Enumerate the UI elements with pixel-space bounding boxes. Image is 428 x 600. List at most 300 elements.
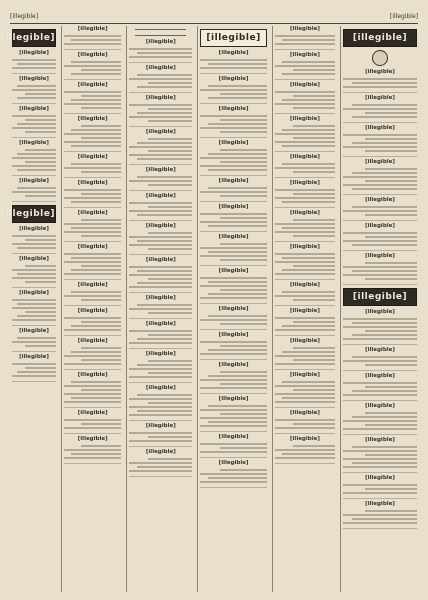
text-line (282, 99, 335, 101)
text-line (343, 184, 417, 186)
text-line (208, 293, 267, 295)
classified-title: [illegible] (290, 410, 320, 416)
text-line (64, 329, 121, 331)
text-line (129, 244, 192, 246)
text-line (343, 210, 417, 212)
text-line (293, 69, 335, 71)
text-line (64, 273, 121, 275)
text-line (208, 477, 267, 479)
text-line (71, 453, 121, 455)
classified-item (12, 76, 56, 104)
text-line (200, 255, 267, 257)
text-line (220, 149, 267, 151)
classified-item (343, 347, 417, 371)
classified-title: [illegible] (77, 210, 108, 216)
classified-item (64, 410, 121, 434)
text-line (81, 95, 121, 97)
text-line (200, 387, 267, 389)
text-line (137, 338, 192, 340)
classified-title: [illegible] (290, 244, 320, 250)
text-line (25, 161, 56, 163)
classified-title: [illegible] (19, 290, 49, 296)
text-line (275, 363, 335, 365)
classified-item (200, 306, 267, 330)
text-line (275, 133, 335, 135)
text-line (17, 169, 56, 171)
classified-item (275, 52, 335, 80)
classified-title: [illegible] (145, 295, 176, 301)
text-line (64, 65, 121, 67)
text-line (200, 443, 267, 445)
classified-title: [illegible] (218, 178, 249, 184)
text-line (25, 131, 56, 133)
text-line (343, 514, 417, 516)
text-line (64, 419, 121, 421)
classified-title: [illegible] (365, 197, 395, 203)
classified-item (275, 338, 335, 370)
text-line (12, 277, 56, 279)
classified-item (343, 69, 417, 93)
classified-item (12, 256, 56, 288)
classified-item (275, 210, 335, 242)
text-line (148, 138, 192, 140)
text-line (208, 421, 267, 423)
text-line (282, 163, 335, 165)
text-line (64, 449, 121, 451)
text-line (293, 347, 335, 349)
text-line (365, 138, 417, 140)
classified-title: [illegible] (218, 268, 249, 274)
text-line (220, 289, 267, 291)
text-line (200, 417, 267, 419)
text-line (81, 235, 121, 237)
text-line (365, 112, 417, 114)
text-line (275, 65, 335, 67)
classified-item (200, 434, 267, 458)
text-line (343, 338, 417, 340)
text-line (275, 189, 335, 191)
text-line (275, 167, 335, 169)
classified-item (129, 385, 192, 421)
classified-title: [illegible] (77, 154, 108, 160)
text-line (17, 315, 56, 317)
text-line (137, 240, 192, 242)
classified-title: [illegible] (365, 253, 395, 259)
text-line (200, 59, 267, 61)
classified-title: [illegible] (77, 52, 108, 58)
page-header (10, 9, 418, 24)
text-line (365, 386, 417, 388)
text-line (293, 389, 335, 391)
classified-title: [illegible] (290, 308, 320, 314)
text-line (275, 43, 335, 45)
text-line (137, 52, 192, 54)
text-line (71, 381, 121, 383)
text-line (17, 63, 56, 65)
classified-item (275, 116, 335, 152)
text-line (365, 510, 417, 512)
column (61, 26, 123, 592)
classified-item (200, 178, 267, 202)
classified-title: [illegible] (19, 106, 49, 112)
text-line (343, 458, 417, 460)
text-line (17, 187, 56, 189)
text-line (64, 261, 121, 263)
text-line (129, 236, 192, 238)
text-line (64, 385, 121, 387)
text-line (148, 312, 192, 314)
text-line (71, 291, 121, 293)
text-line (343, 522, 417, 524)
text-line (343, 326, 417, 328)
classified-item (12, 178, 56, 202)
classified-title: [illegible] (145, 39, 176, 45)
text-line (129, 274, 192, 276)
classified-title: [illegible] (145, 223, 176, 229)
text-line (293, 95, 335, 97)
classified-item (200, 460, 267, 488)
text-line (81, 445, 121, 447)
text-line (25, 345, 56, 347)
text-line (148, 278, 192, 280)
text-line (365, 454, 417, 456)
columns (0, 26, 419, 592)
text-line (64, 103, 121, 105)
text-line (64, 35, 121, 37)
text-line (208, 349, 267, 351)
column (272, 26, 337, 592)
classified-title: [illegible] (218, 76, 249, 82)
text-line (137, 112, 192, 114)
text-line (129, 48, 192, 50)
classified-item (275, 244, 335, 280)
text-line (282, 145, 335, 147)
column (340, 26, 419, 592)
classified-item (343, 125, 417, 157)
text-line (25, 195, 56, 197)
classified-item (64, 82, 121, 114)
text-line (17, 303, 56, 305)
text-line (129, 432, 192, 434)
classified-item (12, 226, 56, 254)
text-line (275, 253, 335, 255)
text-line (12, 363, 56, 365)
classified-title: [illegible] (145, 257, 176, 263)
text-line (71, 325, 121, 327)
text-line (12, 319, 56, 321)
text-line (352, 356, 417, 358)
text-line (12, 115, 56, 117)
text-line (275, 103, 335, 105)
text-line (343, 492, 417, 494)
text-line (64, 91, 121, 93)
classified-item (200, 140, 267, 176)
section-banner: [illegible] (200, 29, 267, 47)
classified-title: [illegible] (218, 396, 249, 402)
text-line (200, 247, 267, 249)
classified-item (129, 129, 192, 165)
classified-title: [illegible] (218, 140, 249, 146)
classified-item (64, 210, 121, 242)
classified-item (275, 410, 335, 434)
text-line (64, 43, 121, 45)
ornament-divider (135, 29, 186, 36)
text-line (25, 119, 56, 121)
classified-title: [illegible] (77, 26, 108, 32)
text-line (365, 180, 417, 182)
column (126, 26, 194, 592)
text-line (81, 171, 121, 173)
text-line (81, 347, 121, 349)
classified-title: [illegible] (365, 95, 395, 101)
text-line (81, 265, 121, 267)
text-line (137, 364, 192, 366)
text-line (365, 150, 417, 152)
text-line (81, 359, 121, 361)
text-line (64, 167, 121, 169)
classified-title: [illegible] (19, 256, 49, 262)
text-line (71, 397, 121, 399)
text-line (208, 85, 267, 87)
classified-title: [illegible] (218, 204, 249, 210)
text-line (137, 270, 192, 272)
text-line (343, 134, 417, 136)
text-line (352, 270, 417, 272)
text-line (148, 184, 192, 186)
text-line (275, 273, 335, 275)
text-line (200, 165, 267, 167)
classified-item (64, 244, 121, 280)
text-line (293, 321, 335, 323)
column (0, 26, 58, 592)
text-line (220, 469, 267, 471)
classified-title: [illegible] (218, 332, 249, 338)
text-line (220, 195, 267, 197)
text-line (12, 341, 56, 343)
classified-title: [illegible] (77, 282, 108, 288)
text-line (275, 457, 335, 459)
classified-item (343, 373, 417, 401)
classified-title: [illegible] (77, 116, 108, 122)
text-line (12, 89, 56, 91)
text-line (343, 146, 417, 148)
text-line (64, 197, 121, 199)
classified-title: [illegible] (77, 180, 108, 186)
classified-item (64, 26, 121, 50)
text-line (129, 266, 192, 268)
text-line (71, 351, 121, 353)
text-line (343, 108, 417, 110)
text-line (25, 281, 56, 283)
text-line (282, 351, 335, 353)
text-line (81, 423, 121, 425)
text-line (12, 191, 56, 193)
text-line (208, 405, 267, 407)
text-line (282, 453, 335, 455)
text-line (129, 440, 192, 442)
text-line (365, 168, 417, 170)
classified-item (64, 338, 121, 370)
text-line (343, 360, 417, 362)
text-line (293, 193, 335, 195)
text-line (275, 385, 335, 387)
classified-title: [illegible] (218, 106, 249, 112)
text-line (137, 466, 192, 468)
classified-title: [illegible] (218, 234, 249, 240)
text-line (64, 355, 121, 357)
text-line (275, 223, 335, 225)
text-line (365, 364, 417, 366)
text-line (129, 146, 192, 148)
text-line (200, 127, 267, 129)
classified-title: [illegible] (290, 180, 320, 186)
text-line (293, 423, 335, 425)
text-line (200, 89, 267, 91)
text-line (200, 115, 267, 117)
text-line (275, 449, 335, 451)
text-line (64, 393, 121, 395)
classified-item (275, 282, 335, 306)
classified-item (129, 39, 192, 63)
text-line (343, 266, 417, 268)
classified-title: [illegible] (290, 210, 320, 216)
section-banner: [illegible] (343, 288, 417, 306)
text-line (208, 169, 267, 171)
classified-title: [illegible] (365, 159, 395, 165)
text-line (282, 39, 335, 41)
text-line (282, 257, 335, 259)
text-line (200, 319, 267, 321)
text-line (148, 150, 192, 152)
text-line (25, 149, 56, 151)
text-line (137, 410, 192, 412)
text-line (137, 176, 192, 178)
classified-item (12, 290, 56, 326)
text-line (275, 91, 335, 93)
text-line (64, 231, 121, 233)
classified-item (275, 154, 335, 178)
classified-item (275, 372, 335, 408)
classified-item (343, 437, 417, 473)
text-line (64, 457, 121, 459)
text-line (275, 317, 335, 319)
classified-item (12, 106, 56, 138)
text-line (282, 73, 335, 75)
classified-item (129, 65, 192, 93)
text-line (293, 359, 335, 361)
text-line (137, 86, 192, 88)
section-banner: [illegible] (12, 29, 56, 47)
text-line (148, 402, 192, 404)
text-line (148, 436, 192, 438)
text-line (275, 231, 335, 233)
text-line (148, 232, 192, 234)
text-line (365, 278, 417, 280)
classified-item (129, 193, 192, 221)
text-line (81, 299, 121, 301)
text-line (148, 372, 192, 374)
text-line (352, 322, 417, 324)
classified-title: [illegible] (19, 50, 49, 56)
section-banner: [illegible] (12, 205, 56, 223)
text-line (129, 116, 192, 118)
classified-title: [illegible] (218, 460, 249, 466)
classified-item (129, 95, 192, 127)
text-line (200, 451, 267, 453)
text-line (365, 236, 417, 238)
classified-title: [illegible] (218, 362, 249, 368)
classified-title: [illegible] (218, 306, 249, 312)
text-line (12, 127, 56, 129)
text-line (17, 153, 56, 155)
text-line (343, 78, 417, 80)
classified-title: [illegible] (365, 501, 395, 507)
classified-item (12, 140, 56, 176)
classified-title: [illegible] (365, 437, 395, 443)
text-line (343, 428, 417, 430)
classified-item (200, 362, 267, 394)
classified-item (129, 257, 192, 293)
text-line (71, 99, 121, 101)
text-line (220, 413, 267, 415)
text-line (12, 243, 56, 245)
text-line (71, 73, 121, 75)
text-line (365, 262, 417, 264)
classified-item (343, 95, 417, 123)
text-line (12, 59, 56, 61)
text-line (275, 197, 335, 199)
text-line (148, 108, 192, 110)
classified-item (200, 204, 267, 232)
text-line (343, 484, 417, 486)
text-line (275, 393, 335, 395)
classified-title: [illegible] (290, 154, 320, 160)
text-line (352, 206, 417, 208)
classified-title: [illegible] (290, 338, 320, 344)
text-line (129, 286, 192, 288)
text-line (71, 227, 121, 229)
classified-title: [illegible] (77, 308, 108, 314)
text-line (17, 337, 56, 339)
text-line (81, 125, 121, 127)
text-line (365, 214, 417, 216)
text-line (137, 282, 192, 284)
text-line (25, 265, 56, 267)
classified-item (200, 50, 267, 74)
classified-title: [illegible] (290, 436, 320, 442)
classified-item (200, 268, 267, 304)
text-line (293, 171, 335, 173)
classified-item (129, 167, 192, 191)
text-line (71, 129, 121, 131)
text-line (64, 133, 121, 135)
classified-item (343, 223, 417, 251)
text-line (81, 137, 121, 139)
text-line (129, 104, 192, 106)
text-line (352, 172, 417, 174)
text-line (352, 244, 417, 246)
text-line (200, 297, 267, 299)
classified-title: [illegible] (290, 26, 320, 32)
text-line (343, 240, 417, 242)
text-line (275, 419, 335, 421)
text-line (129, 376, 192, 378)
text-line (343, 420, 417, 422)
classified-item (64, 372, 121, 408)
classified-item (343, 475, 417, 499)
text-line (352, 416, 417, 418)
text-line (71, 201, 121, 203)
